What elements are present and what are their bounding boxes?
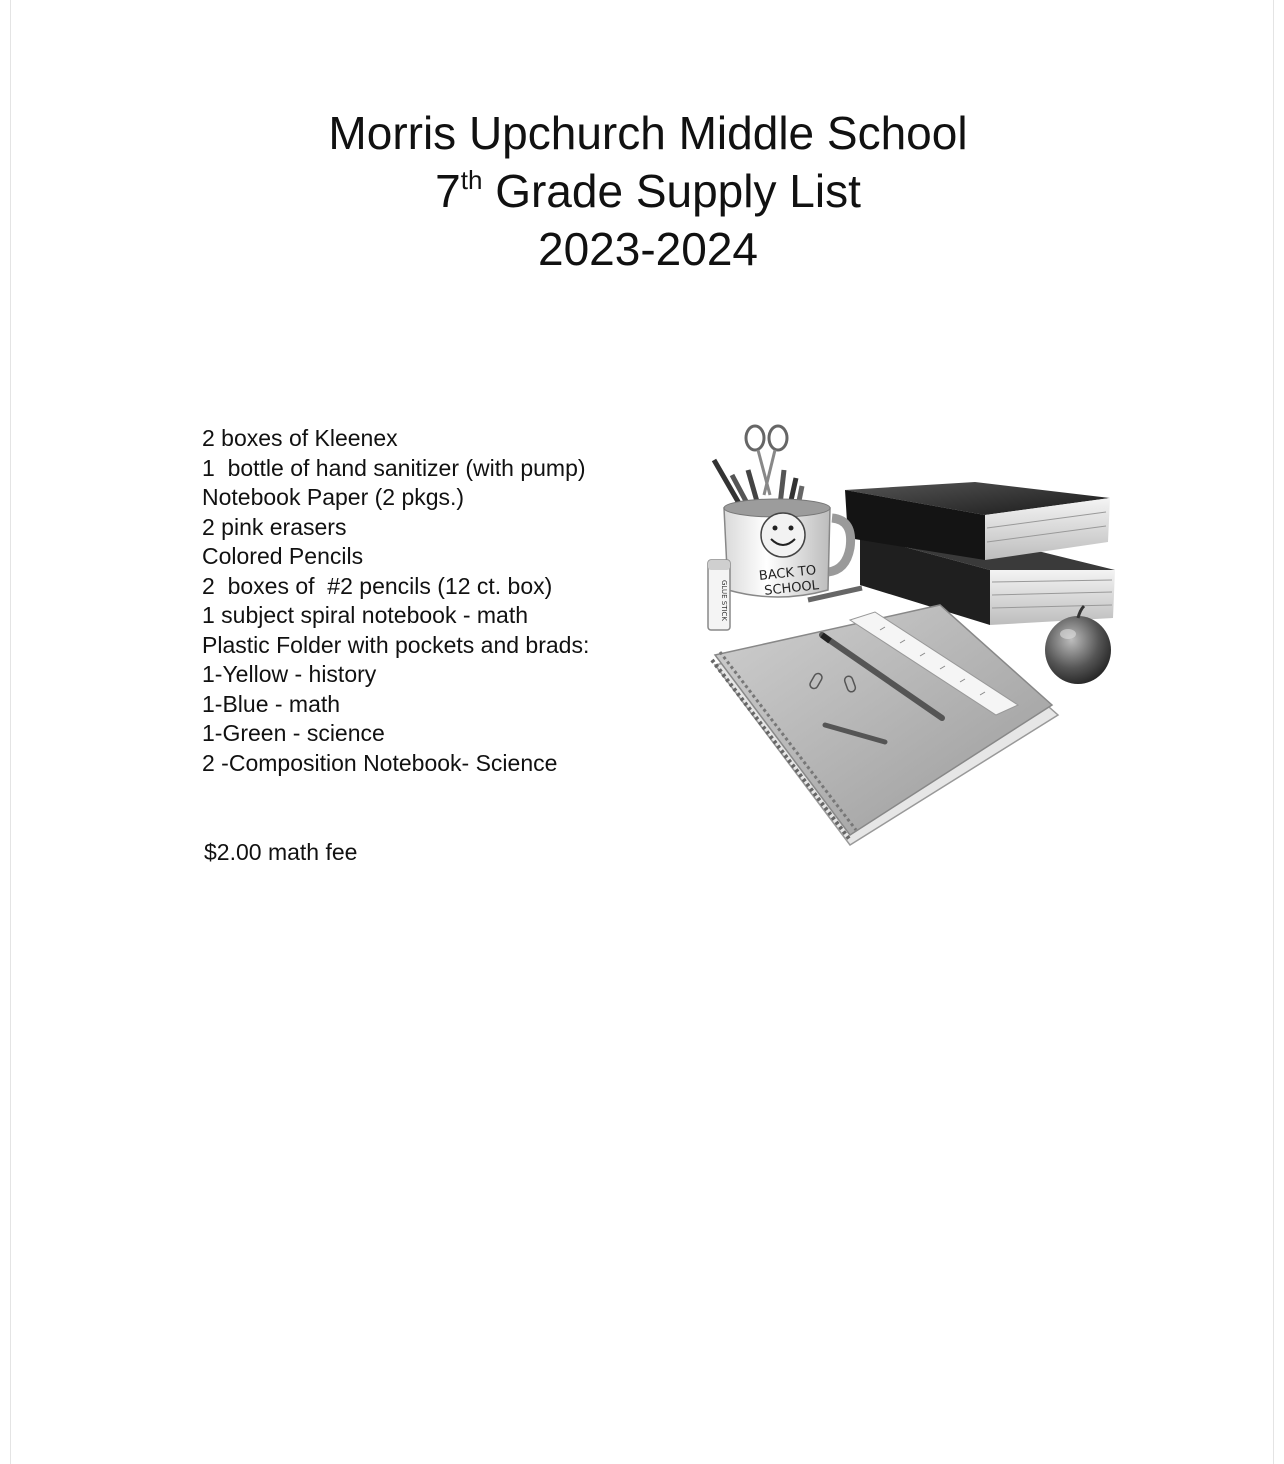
supply-item: 1-Blue - math [202,690,341,717]
glue-stick-label: GLUE STICK [720,580,728,622]
supply-item: 2 -Composition Notebook- Science [202,749,558,776]
grade-number: 7 [435,165,461,217]
mug-icon [724,499,851,599]
school-name: Morris Upchurch Middle School [328,107,968,159]
stacked-books [845,482,1115,625]
supply-item: 2 boxes of #2 pencils (12 ct. box) [202,572,553,599]
supply-item: 2 boxes of Kleenex [202,425,398,451]
supply-item: 2 pink erasers [202,513,347,540]
supply-item: 1-Yellow - history [202,661,377,687]
document-title [0,104,1284,278]
math-fee: $2.00 math fee [204,839,358,865]
supply-list [202,424,589,778]
glue-stick-icon [708,560,730,630]
grade-suffix: th [460,165,483,195]
supply-item: Colored Pencils [202,543,364,569]
supply-item: 1-Green - science [202,720,385,746]
back-to-school-illustration [700,420,1120,860]
grade-title [0,162,1284,220]
mug-text-line2: SCHOOL [763,578,820,599]
supply-item: Plastic Folder with pockets and brads: [202,631,590,658]
supply-item: 1 bottle of hand sanitizer (with pump) [202,454,586,481]
supply-item: 1 subject spiral notebook - math [202,602,529,628]
supply-item: Notebook Paper (2 pkgs.) [202,484,465,510]
grade-title-rest: Grade Supply List [482,165,861,217]
school-year: 2023-2024 [538,223,758,275]
mug-text-line1: BACK TO [758,563,818,584]
